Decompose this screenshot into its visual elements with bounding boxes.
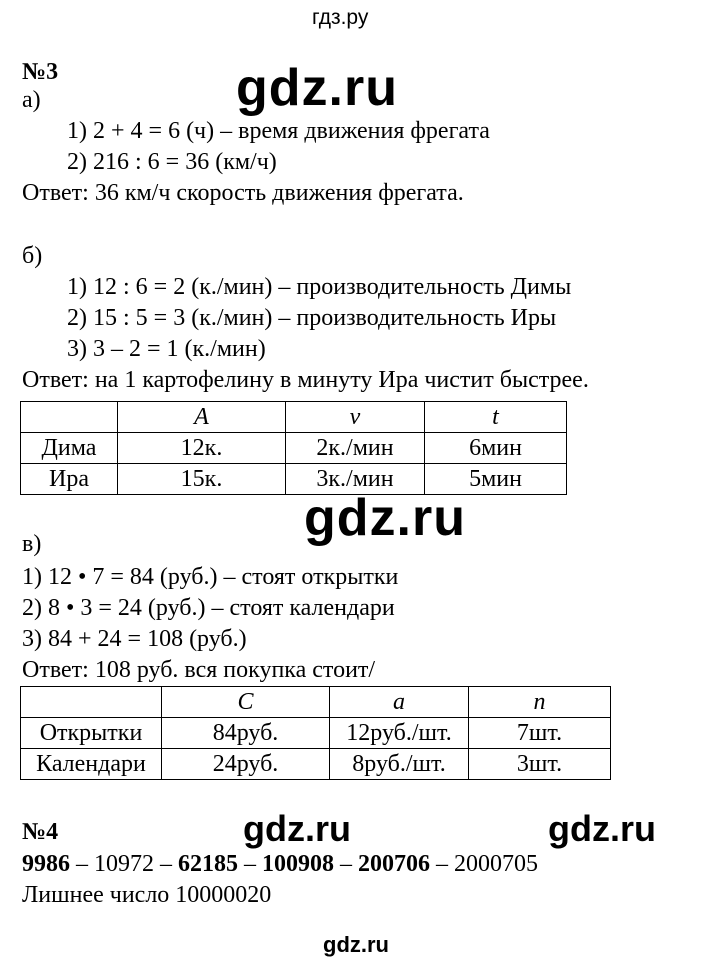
part-a-step: 2) 216 : 6 = 36 (км/ч): [67, 149, 277, 175]
table-row: [21, 433, 567, 464]
watermark: gdz.ru: [236, 59, 398, 117]
table-productivity: [20, 401, 567, 495]
part-v-step: 3) 84 + 24 = 108 (руб.): [22, 626, 247, 652]
watermark-footer: gdz.ru: [323, 932, 389, 957]
number-sequence: 9986 – 10972 – 62185 – 100908 – 200706 – 2000705: [22, 851, 538, 877]
extra-number-note: Лишнее число 10000020: [22, 882, 272, 908]
part-b-step: 1) 12 : 6 = 2 (к./мин) – производительность Димы: [67, 274, 572, 300]
part-b-label: б): [22, 243, 43, 269]
sequence-number: 10972: [94, 851, 154, 877]
exercise-4-title: №4: [22, 819, 59, 845]
part-v-answer: Ответ: 108 руб. вся покупка стоит/: [22, 657, 376, 683]
part-v-step: 1) 12 • 7 = 84 (руб.) – стоят открытки: [22, 564, 399, 590]
part-b-answer: Ответ: на 1 картофелину в минуту Ира чистит быстрее.: [22, 367, 589, 393]
table-header-row: [21, 687, 611, 718]
sequence-number: 62185: [178, 851, 238, 877]
sequence-number: 9986: [22, 851, 70, 877]
table-cell: 3к./мин: [286, 464, 425, 495]
table-cell: [21, 687, 162, 718]
table-cell: 8руб./шт.: [330, 749, 469, 780]
part-b-step: 3) 3 – 2 = 1 (к./мин): [67, 336, 266, 362]
table-row-header: Открытки: [21, 718, 162, 749]
sequence-number: 200706: [358, 851, 430, 877]
site-header: гдз.ру: [312, 6, 369, 29]
table-cell: 24руб.: [162, 749, 330, 780]
table-cell: 2к./мин: [286, 433, 425, 464]
watermark: gdz.ru: [304, 489, 466, 547]
part-v-step: 2) 8 • 3 = 24 (руб.) – стоят календари: [22, 595, 395, 621]
table-row: [21, 749, 611, 780]
sequence-number: 100908: [262, 851, 334, 877]
table-cell: 6мин: [425, 433, 567, 464]
table-row: [21, 718, 611, 749]
watermark: gdz.ru: [548, 808, 656, 849]
table-row-header: Ира: [21, 464, 118, 495]
table-row-header: Дима: [21, 433, 118, 464]
table-header-cell: n: [469, 687, 611, 718]
table-header-cell: A: [118, 402, 286, 433]
part-v-label: в): [22, 531, 42, 557]
part-a-step: 1) 2 + 4 = 6 (ч) – время движения фрегата: [67, 118, 490, 144]
table-cell: 12к.: [118, 433, 286, 464]
table-purchase: [20, 686, 611, 780]
table-cell: [21, 402, 118, 433]
table-header-row: [21, 402, 567, 433]
table-header-cell: a: [330, 687, 469, 718]
part-b-step: 2) 15 : 5 = 3 (к./мин) – производительность Иры: [67, 305, 557, 331]
table-cell: 3шт.: [469, 749, 611, 780]
table-cell: 5мин: [425, 464, 567, 495]
watermark: gdz.ru: [243, 808, 351, 849]
exercise-3-title: №3: [22, 59, 59, 85]
table-header-cell: t: [425, 402, 567, 433]
sequence-number: 2000705: [454, 851, 538, 877]
part-a-label: а): [22, 87, 41, 113]
table-row: [21, 464, 567, 495]
table-header-cell: C: [162, 687, 330, 718]
table-header-cell: v: [286, 402, 425, 433]
table-cell: 15к.: [118, 464, 286, 495]
table-cell: 7шт.: [469, 718, 611, 749]
part-a-answer: Ответ: 36 км/ч скорость движения фрегата.: [22, 180, 464, 206]
table-cell: 84руб.: [162, 718, 330, 749]
table-row-header: Календари: [21, 749, 162, 780]
table-cell: 12руб./шт.: [330, 718, 469, 749]
